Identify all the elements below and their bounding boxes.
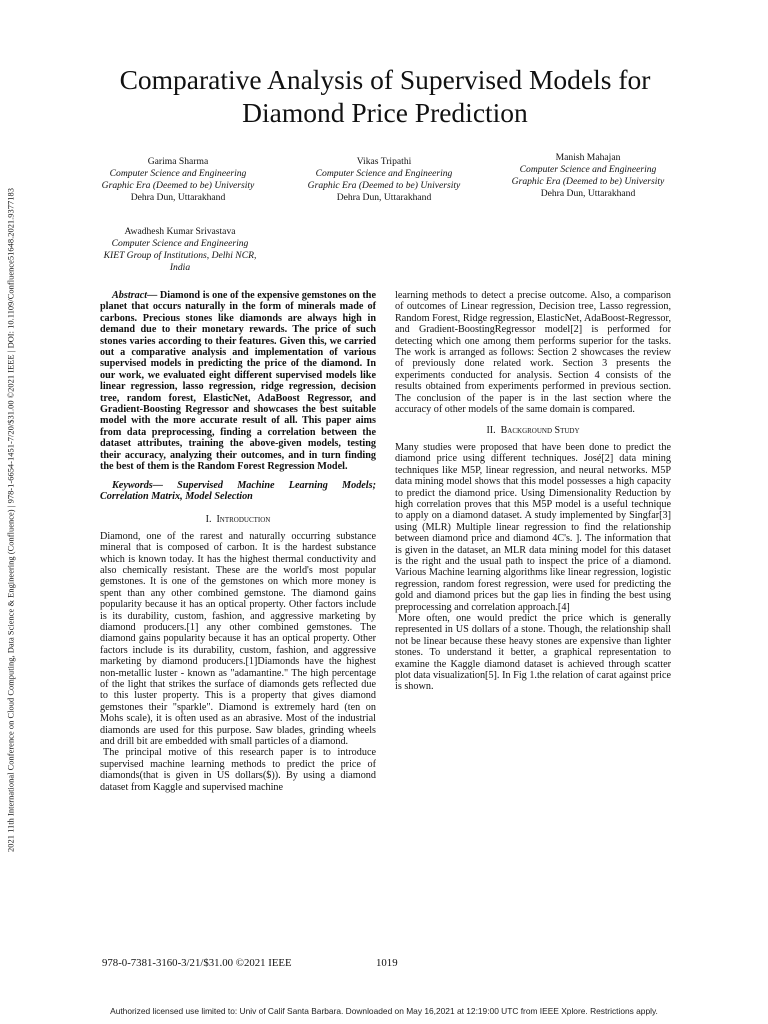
author-block xyxy=(284,156,484,204)
page-number: 1019 xyxy=(376,957,398,969)
author-dept: Computer Science and Engineering xyxy=(519,164,657,175)
section-heading-background xyxy=(395,425,671,436)
paper-title: Comparative Analysis of Supervised Models for Diamond Price Prediction xyxy=(119,64,651,128)
author-dept: Computer Science and Engineering xyxy=(111,238,249,249)
author-name: Vikas Tripathi xyxy=(356,156,412,167)
right-column xyxy=(395,290,671,693)
section-number: II. xyxy=(486,425,496,437)
section-number: I. xyxy=(205,514,212,526)
author-name: Garima Sharma xyxy=(147,156,209,167)
side-note-text: 2021 11th International Conference on Cloud Computing, Data Science & Engineering (Confluence) | 978-1-6654-1451-7/20/$31.00 ©2021 IEEE | DOI: 10.1109/Confluence51648.2021.9377183 xyxy=(6,188,16,852)
author-block xyxy=(488,152,688,200)
author-city: Dehra Dun, Uttarakhand xyxy=(130,192,226,203)
author-city: India xyxy=(169,262,191,273)
author-institution: Graphic Era (Deemed to be) University xyxy=(511,176,665,187)
left-column xyxy=(100,290,376,793)
paragraph: More often, one would predict the price which is generally represented in US dollars of a stone. Though, the relationship shall not be linear because these heavy stones are expensive than lighter stones. To understand it better, a graphical representation to examine the Kaggle diamond dataset is achieved through scatter plot data visualization[5]. In Fig 1.the relation of carat against price is shown. xyxy=(395,612,671,693)
author-block xyxy=(80,226,280,274)
author-name: Awadhesh Kumar Srivastava xyxy=(124,226,236,237)
section-title: Introduction xyxy=(216,514,271,526)
section-heading-introduction xyxy=(100,514,376,525)
paragraph: The principal motive of this research paper is to introduce supervised machine learning methods to predict the price of diamonds(that is given in US dollars($)). By using a diamond dataset from Kaggle and supervised machine xyxy=(100,747,376,793)
side-conference-note xyxy=(3,100,19,940)
author-institution: Graphic Era (Deemed to be) University xyxy=(101,180,255,191)
paragraph: Diamond, one of the rarest and naturally occurring substance mineral that is composed of carbon. It is the hardest substance which is known today. It has the highest thermal conductivity and also chemically resistant. These are the world's most popular gemstones. It is one of the gemstones on which more money is spent than any other combined gemstone. The diamond gains popularity because it has an optical property. Other factors include is its durability, custom, fashion, and aggressive marketing by diamond producers.[1] any other combined gemstones. The diamond gains popularity because it has an optical property. Other factors include is its durability, custom, fashion, and aggressive marketing by diamond producers.[1]Diamonds have the highest non-metallic luster - known as "adamantine." The high percentage of the light that strikes the surface of diamonds gets reflected due to this luster property. This is a property that gives diamond gemstones their "sparkle". Diamond is extremely hard (ten on Mohs scale), it is often used as an abrasive. Most of the industrial diamonds are used for this purpose. Saw blades, grinding wheels and drill bit are embedded with small particles of a diamond. xyxy=(100,530,376,748)
author-dept: Computer Science and Engineering xyxy=(109,168,247,179)
author-block xyxy=(78,156,278,204)
abstract-lead: Abstract— xyxy=(112,290,158,301)
paragraph: learning methods to detect a precise outcome. Also, a comparison of outcomes of Linear regression, Decision tree, Lasso regression, Random Forest, Ridge regression, ElasticNet, AdaBoost-Regressor, and Gradient-BoostingRegressor model[2] is performed for detecting which one among them performs superior for the tasks. The work is arranged as follows: Section 2 showcases the review of previously done related work. Section 3 presents the experiments conducted for analysis. Section 4 consists of the results obtained from experiments performed in previous section. The conclusion of the paper is in the last section where the accuracy of other models of the same domain is compared. xyxy=(395,290,671,416)
abstract-text: Diamond is one of the expensive gemstones on the planet that occurs naturally in the form of minerals made of carbons. Precious stones like diamonds are always high in demand due to their monetary rewards. The price of such stones varies according to their features. Given this, we carried out a comparative analysis and implementation of various supervised models in predicting the price of the diamond. In our work, we evaluated eight different supervised models like linear regression, lasso regression, ridge regression, decision tree, random forest, ElasticNet, AdaBoost Regressor, and Gradient-Boosting Regressor and showcases the best suitable model with the more accurate result of all. This paper aims from data preprocessing, finding a correlation between the dataset attributes, training the above-given models, testing their accuracy, analyzing their outcomes, and in turn finding the best of them is the Random Forest Regression Model. xyxy=(100,290,376,473)
author-city: Dehra Dun, Uttarakhand xyxy=(336,192,432,203)
footer-isbn: 978-0-7381-3160-3/21/$31.00 ©2021 IEEE xyxy=(102,957,292,969)
license-notice: Authorized licensed use limited to: Univ of Calif Santa Barbara. Downloaded on May 16,2021 at 12:19:00 UTC from IEEE Xplore. Restrictions apply. xyxy=(110,1006,658,1016)
author-institution: Graphic Era (Deemed to be) University xyxy=(307,180,461,191)
author-name: Manish Mahajan xyxy=(555,152,621,163)
keywords: Keywords— Supervised Machine Learning Models; Correlation Matrix, Model Selection xyxy=(100,479,376,502)
author-institution: KIET Group of Institutions, Delhi NCR, xyxy=(103,250,257,261)
abstract xyxy=(100,290,376,473)
author-dept: Computer Science and Engineering xyxy=(315,168,453,179)
author-city: Dehra Dun, Uttarakhand xyxy=(540,188,636,199)
section-title: Background Study xyxy=(500,425,580,437)
paragraph: Many studies were proposed that have been done to predict the diamond price using different techniques. José[2] data mining techniques like M5P, linear regression, and neural networks. M5P data mining model shows that this model possesses a high capacity to predict the diamond price. Using Dimensionality Reduction by high correlation proves that this M5P model is a useful technique to apply on a diamond dataset. A study implemented by Singfar[3] using (MLR) Multiple linear regression to find the relationship between diamond price and diamond 4C's. ]. The information that is given in the dataset, an MLR data mining model for this dataset is the right and the usual path to inspect the price of a diamond. Various Machine learning algorithms like linear regression, logistic regression, random forest regression, were used for predicting the gold and diamond prices but the gap lies in finding the best using preprocessing and correlation approach.[4] xyxy=(395,441,671,613)
